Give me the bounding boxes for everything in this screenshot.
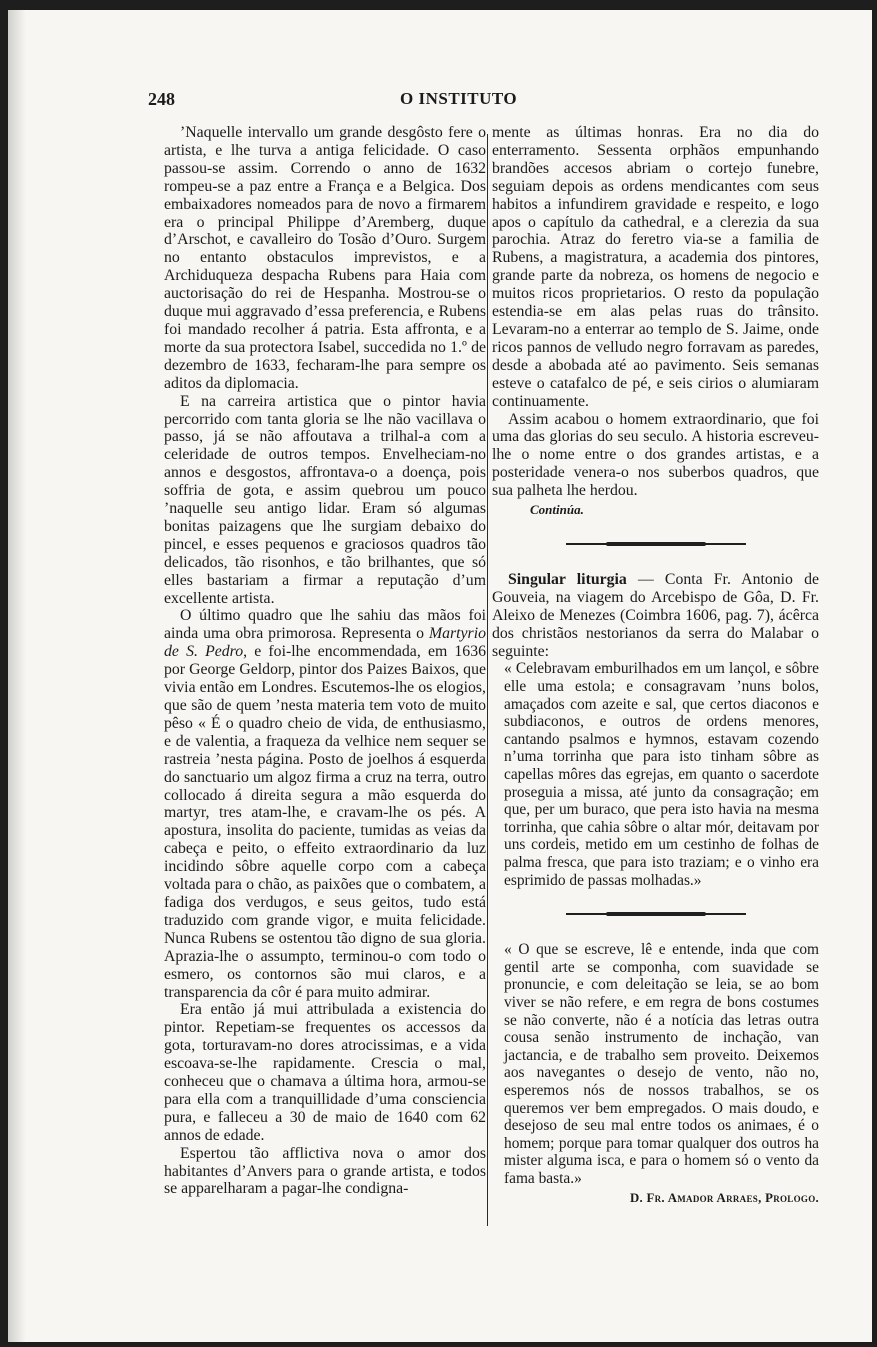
attribution: D. Fr. Amador Arraes, Prologo. <box>629 1190 819 1205</box>
paragraph <box>164 607 486 1001</box>
page-number: 248 <box>148 89 175 109</box>
section-divider <box>566 543 746 545</box>
right-column <box>492 124 819 1207</box>
column-divider <box>487 134 488 1226</box>
paragraph: E na carreira artistica que o pintor havia percorrido com tanta gloria se lhe não vacillava o passo, já se não affoutava a trilhal-a com a celeridade de outros tempos. Envelheciam-no annos e desgostos, affrontava-o a doença, pois soffria de gota, e assim quebrou um pouco ’naquelle seu antigo lidar. Eram só algumas bonitas paizagens que lhe surgiam debaixo do pincel, e esses pequenos e graciosos quadros tão delicados, tão risonhos, e tão brilhantes, que só elles bastariam a firmar a reputação d’um excellente artista. <box>164 392 486 607</box>
left-column <box>164 124 486 1198</box>
paragraph: Espertou tão afflictiva nova o amor dos habitantes d’Anvers para o grande artista, e todos se apparelharam a pagar-lhe condigna- <box>164 1144 486 1198</box>
running-header <box>8 89 872 119</box>
page-binding-edge <box>8 10 26 1342</box>
paragraph: Assim acabou o homem extraordinario, que foi uma das glorias do seu seculo. A historia escreveu-lhe o nome entre o dos grandes artistas, e a posteridade venera-o nos suberbos quadros, que sua palheta lhe herdou. <box>492 410 819 500</box>
paragraph: Era então já mui attribulada a existencia do pintor. Repetiam-se frequentes os accessos da gota, torturavam-no dores atrocissimas, e a vida escoava-se-lhe rapidamente. Crescia o mal, conheceu que o chamava a última hora, armou-se para ella com a tranquillidade d’uma consciencia pura, e falleceu a 30 de maio de 1640 com 62 annos de edade. <box>164 1001 486 1144</box>
paragraph-text: — Conta Fr. Antonio de Gouveia, na viagem do Arcebispo de Gôa, D. Fr. Aleixo de Menezes (Coimbra 1606, pag. 7), ácêrca dos christãos nestorianos da serra do Malabar o seguinte: <box>492 570 819 660</box>
section-divider <box>566 913 746 915</box>
closing-quote: « O que se escreve, lê e entende, inda que com gentil arte se componha, com suavidade se pronuncie, e com deleitação se leia, se ao bom viver se não refere, e em regra de bons costumes se não converte, não é a notícia das letras outra cousa senão instrumento de inchação, van jactancia, e de trabalho sem proveito. Deixemos aos navegantes o desejo de vento, não no, esperemos nós de nossos trabalhos, se os queremos ver bem empregados. O mais doudo, e desejoso de seu mal entre todos os animaes, é o homem; porque para tomar qualquer dos outros ha mister alguma isca, e para o homem só o vento da fama basta.» <box>504 941 819 1187</box>
painting-title: Martyrio de S. Pedro <box>164 625 486 661</box>
paragraph: ’Naquelle intervallo um grande desgôsto fere o artista, e lhe turva a antiga felicidade. O caso passou-se assim. Correndo o anno de 1632 rompeu-se a paz entre a França e a Belgica. Dos embaixadores nomeados para de novo a firmarem era o principal Philippe d’Aremberg, duque d’Arschot, e cavalleiro do Tosão d’Ouro. Surgem no entanto obstaculos imprevistos, e a Archiduqueza despacha Rubens para Haia com auctorisação do rei de Hespanha. Mostrou-se o duque mui aggravado d’essa preferencia, e Rubens foi mandado recolher á patria. Esta affronta, e a morte da sua protectora Isabel, succedida no 1.º de dezembro de 1633, fecharam-lhe para sempre os aditos da diplomacia. <box>164 124 486 392</box>
paragraph: mente as últimas honras. Era no dia do enterramento. Sessenta orphãos empunhando brandões accesos abriam o cortejo funebre, seguiam depois as ordens mendicantes com seus habitos a infundirem gravidade e respeito, e logo apos o capítulo da cathedral, e a clerezia da sua parochia. Atraz do feretro via-se a familia de Rubens, a magistratura, a academia dos pintores, grande parte da nobreza, os homens de negocio e muitos ricos proprietarios. O resto da população estendia-se em alas pelas ruas do trânsito. Levaram-no a enterrar ao templo de S. Jaime, onde ricos pannos de velludo negro forravam as paredes, desde a abobada até ao pavimento. Seis semanas esteve o catafalco de pé, e seis cirios o alumiaram continuamente. <box>492 124 819 410</box>
blockquote: « Celebravam emburilhados em um lançol, e sôbre elle uma estola; e consagravam ’nuns bolos, amaçados com azeite e sal, que certos diaconos e subdiaconos, e outros de ordens menores, cantando psalmos e hymnos, estavam cozendo n’uma torrinha que para isto tinham sôbre as capellas môres das egrejas, em quanto o sacerdote proseguia a missa, até junto da consagração; em que, per um buraco, que pera isto havia na mesma torrinha, que cahia sôbre o altar mór, deitavam por uns cordeis, metido em um cestinho de folhas de palma fresca, que para isto traziam; e o vinho era esprimido de passas molhadas.» <box>504 660 819 889</box>
section-heading: Singular liturgia <box>508 570 627 588</box>
section-intro <box>492 571 819 661</box>
paragraph-text: , e foi-lhe encommendada, em 1636 por George Geldorp, pintor dos Paizes Baixos, que vivia então em Londres. Escutemos-lhe os elogios, que são de quem ’nesta materia tem voto de muito pêso « É o quadro cheio de vida, de enthusiasmo, e de valentia, a fraqueza da velhice nem sequer se rastreia ’nesta página. Posto de joelhos á esquerda do sanctuario um algoz firma a cruz na terra, outro collocado á direita segura a mão esquerda do martyr, tres atam-lhe, e cravam-lhe os pés. A apostura, insolita do paciente, tumidas as veias da cabeça e peito, o effeito extraordinario da luz incidindo sôbre aquelle corpo com a cabeça voltada para o chão, as paixões que o combatem, a fadiga dos verdugos, e seus geitos, tudo está traduzido com grande vigor, e muita felicidade. Nunca Rubens se ostentou tão digno de sua gloria. Aprazia-lhe o assumpto, terminou-o com todo o esmero, os contornos são mui claros, e a transparencia da côr é para muito admirar. <box>164 643 486 1001</box>
paragraph-text: O último quadro que lhe sahiu das mãos foi ainda uma obra primorosa. Representa o <box>164 607 486 643</box>
journal-title: O INSTITUTO <box>400 89 518 108</box>
book-page <box>8 10 872 1342</box>
continued-note: Continúa. <box>530 502 584 518</box>
